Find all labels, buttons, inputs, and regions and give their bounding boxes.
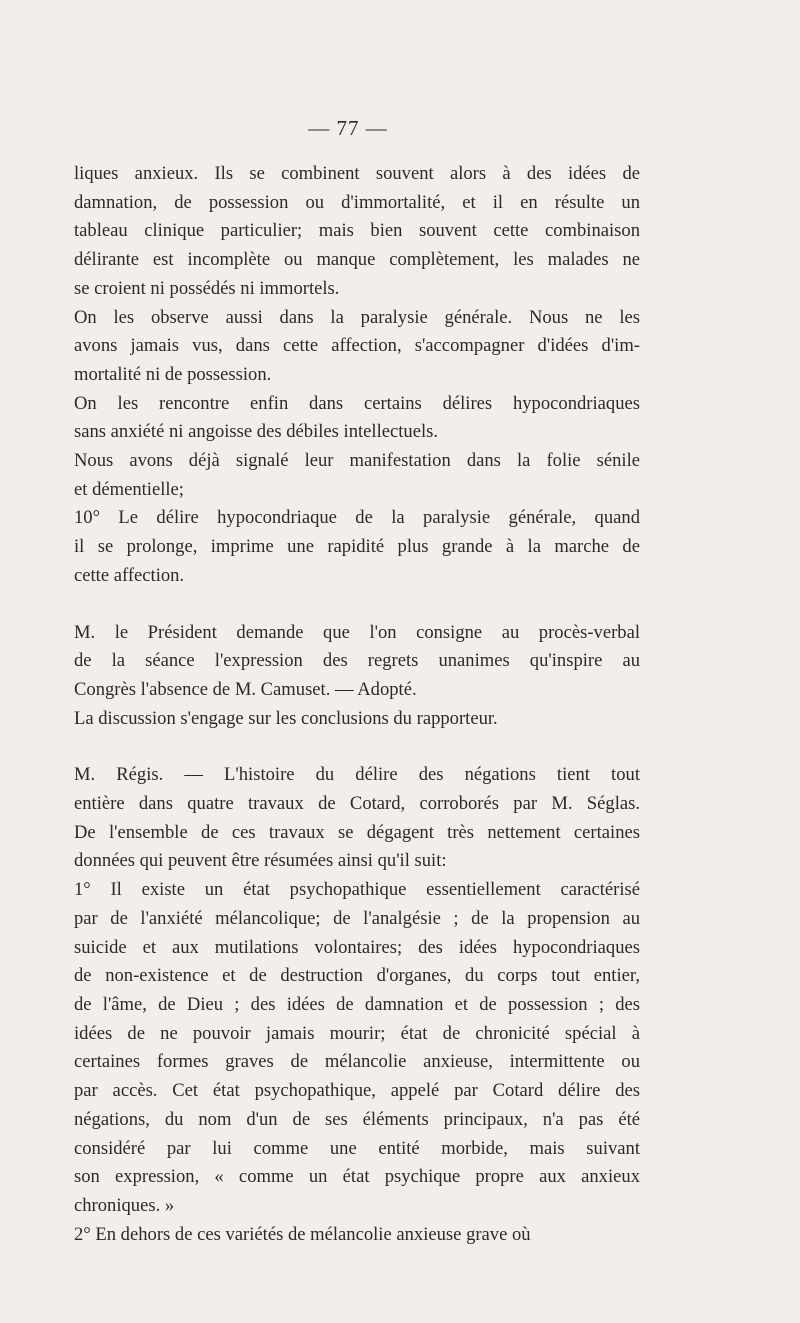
text-line: données qui peuvent être résumées ainsi qu'il suit: [74, 850, 447, 872]
paragraph [74, 304, 640, 390]
text-line: entière dans quatre travaux de Cotard, corroborés par M. Séglas. [74, 793, 640, 815]
text-line: délirante est incomplète ou manque complètement, les malades ne [74, 249, 640, 271]
text-line: On les observe aussi dans la paralysie générale. Nous ne les [74, 306, 640, 328]
paragraph [74, 761, 640, 876]
text-line: négations, du nom d'un de ses éléments principaux, n'a pas été [74, 1108, 640, 1130]
paragraph [74, 390, 640, 447]
text-line: 2° En dehors de ces variétés de mélancolie anxieuse grave où [74, 1223, 531, 1245]
paragraph [74, 447, 640, 504]
section-gap [74, 733, 640, 761]
text-line: de non-existence et de destruction d'organes, du corps tout entier, [74, 965, 640, 987]
paragraph [74, 705, 640, 734]
text-line: Nous avons déjà signalé leur manifestation dans la folie sénile [74, 450, 640, 472]
paragraph [74, 1221, 640, 1250]
text-line: sans anxiété ni angoisse des débiles intellectuels. [74, 421, 439, 443]
text-line: certaines formes graves de mélancolie anxieuse, intermittente ou [74, 1051, 640, 1073]
text-line: cette affection. [74, 564, 185, 586]
text-line: M. Régis. — L'histoire du délire des négations tient tout [74, 764, 640, 786]
text-line: avons jamais vus, dans cette affection, s'accompagner d'idées d'im- [74, 335, 640, 357]
text-line: tableau clinique particulier; mais bien souvent cette combinaison [74, 220, 640, 242]
text-line: son expression, « comme un état psychique propre aux anxieux [74, 1166, 640, 1188]
text-line: suicide et aux mutilations volontaires; des idées hypocondriaques [74, 936, 640, 958]
text-line: idées de ne pouvoir jamais mourir; état de chronicité spécial à [74, 1022, 640, 1044]
text-line: se croient ni possédés ni immortels. [74, 277, 340, 299]
paragraph [74, 504, 640, 590]
text-line: Congrès l'absence de M. Camuset. — Adopté. [74, 678, 417, 700]
text-line: De l'ensemble de ces travaux se dégagent très nettement certaines [74, 821, 640, 843]
text-line: La discussion s'engage sur les conclusions du rapporteur. [74, 707, 498, 729]
paragraph [74, 876, 640, 1220]
text-line: considéré par lui comme une entité morbide, mais suivant [74, 1137, 640, 1159]
text-line: 1° Il existe un état psychopathique essentiellement caractérisé [74, 879, 640, 901]
text-line: 10° Le délire hypocondriaque de la paralysie générale, quand [74, 507, 640, 529]
page-number: — 77 — [308, 116, 388, 140]
paragraph [74, 619, 640, 705]
text-line: de la séance l'expression des regrets unanimes qu'inspire au [74, 650, 640, 672]
text-line: chroniques. » [74, 1194, 175, 1216]
text-line: par de l'anxiété mélancolique; de l'analgésie ; de la propension au [74, 907, 640, 929]
text-line: On les rencontre enfin dans certains délires hypocondriaques [74, 392, 640, 414]
text-line: il se prolonge, imprime une rapidité plus grande à la marche de [74, 536, 640, 558]
text-line: par accès. Cet état psychopathique, appelé par Cotard délire des [74, 1080, 640, 1102]
text-line: de l'âme, de Dieu ; des idées de damnation et de possession ; des [74, 993, 640, 1015]
text-line: M. le Président demande que l'on consigne au procès-verbal [74, 621, 640, 643]
text-line: et démentielle; [74, 478, 184, 500]
text-line: damnation, de possession ou d'immortalité, et il en résulte un [74, 191, 640, 213]
paragraph [74, 160, 640, 304]
text-line: mortalité ni de possession. [74, 363, 272, 385]
body-text [74, 160, 640, 1249]
text-line: liques anxieux. Ils se combinent souvent alors à des idées de [74, 163, 640, 184]
section-gap [74, 591, 640, 619]
